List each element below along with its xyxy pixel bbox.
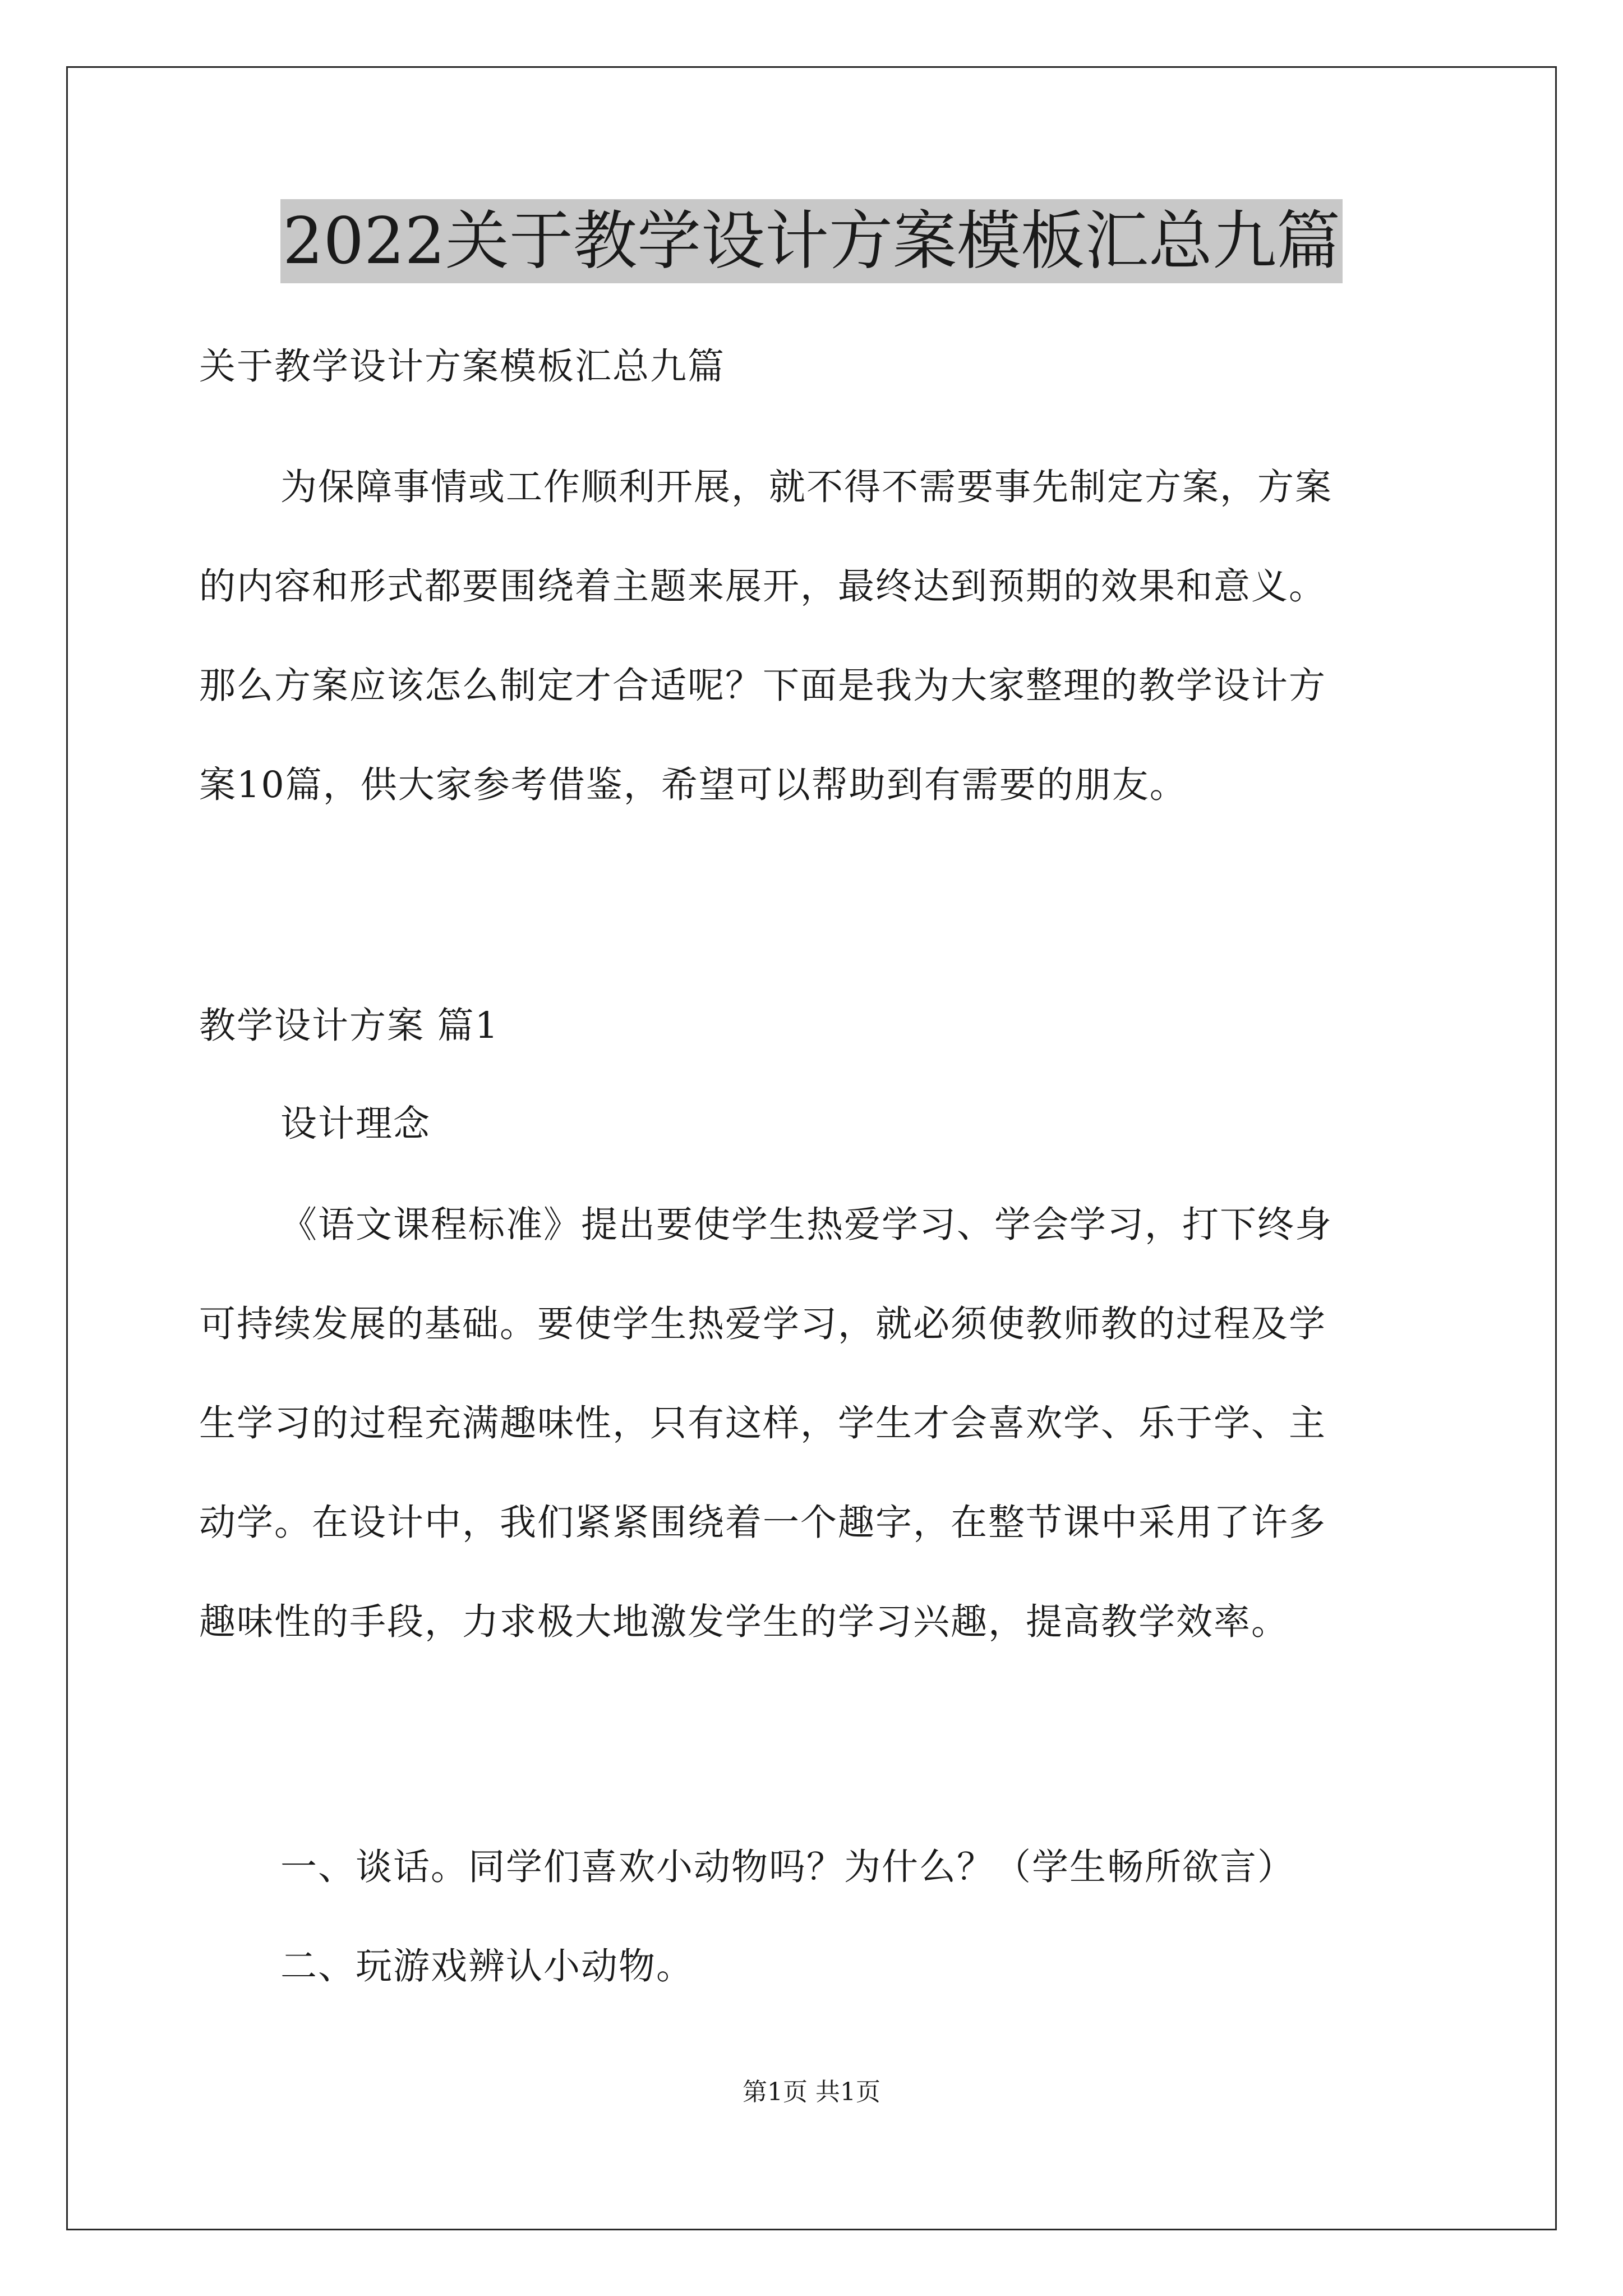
body-line-1: 《语文课程标准》提出要使学生热爱学习、学会学习，打下终身 (280, 1204, 1333, 1246)
intro-line-1: 为保障事情或工作顺利开展，就不得不需要事先制定方案，方案 (280, 466, 1333, 508)
body-line-4: 动学。在设计中，我们紧紧围绕着一个趣字，在整节课中采用了许多 (199, 1502, 1327, 1544)
section-heading: 教学设计方案 篇1 (199, 1005, 500, 1047)
body-line-2: 可持续发展的基础。要使学生热爱学习，就必须使教师教的过程及学 (199, 1303, 1327, 1345)
body-line-3: 生学习的过程充满趣味性，只有这样，学生才会喜欢学、乐于学、主 (199, 1402, 1327, 1444)
step-line-2: 二、玩游戏辨认小动物。 (280, 1945, 694, 1987)
document-title-text: 2022关于教学设计方案模板汇总九篇 (280, 199, 1343, 283)
subsection-heading: 设计理念 (280, 1103, 431, 1145)
step-line-1: 一、谈话。同学们喜欢小动物吗？为什么？（学生畅所欲言） (280, 1846, 1295, 1888)
body-line-5: 趣味性的手段，力求极大地激发学生的学习兴趣，提高教学效率。 (199, 1601, 1289, 1643)
intro-line-2: 的内容和形式都要围绕着主题来展开，最终达到预期的效果和意义。 (199, 565, 1327, 608)
document-title (0, 199, 1623, 283)
intro-line-4: 案10篇，供大家参考借鉴，希望可以帮助到有需要的朋友。 (199, 764, 1187, 806)
intro-line-3: 那么方案应该怎么制定才合适呢？下面是我为大家整理的教学设计方 (199, 665, 1327, 707)
document-subtitle: 关于教学设计方案模板汇总九篇 (199, 346, 726, 388)
page-footer: 第1页 共1页 (743, 2078, 880, 2106)
